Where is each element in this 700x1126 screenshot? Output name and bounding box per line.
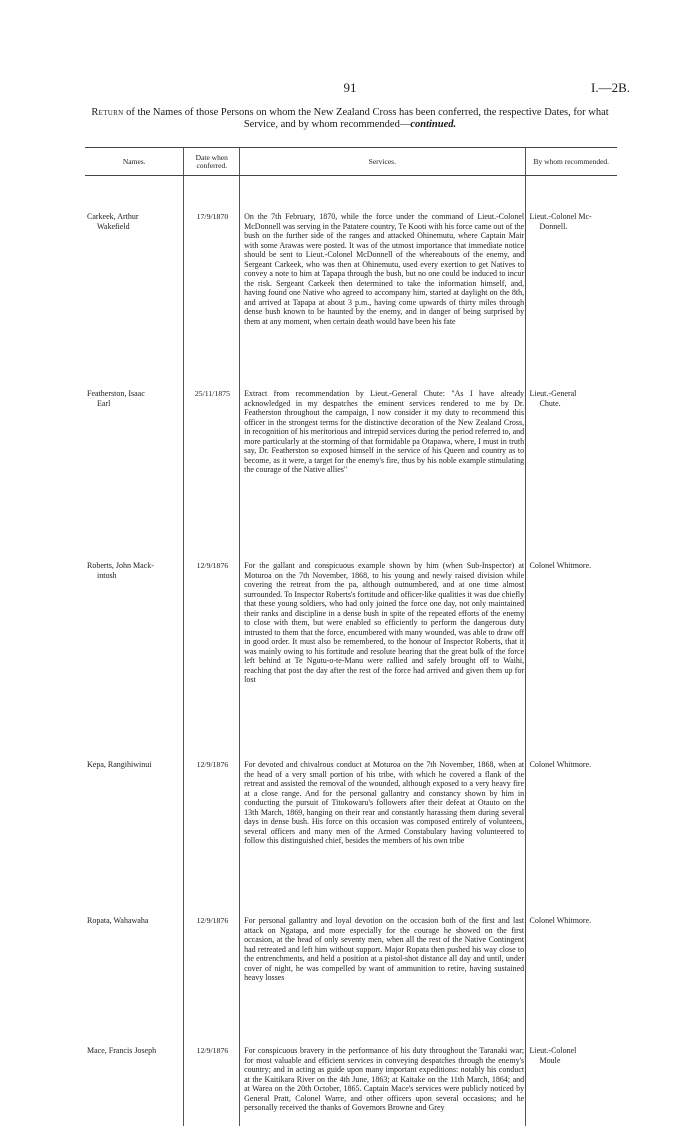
name-line-1: Kepa, Rangihiwinui (87, 760, 152, 769)
title-caps: Return (91, 107, 124, 118)
header-services: Services. (239, 148, 524, 175)
record-service: Extract from recommendation by Lieut.-General Chute: "As I have already acknowledged in my despatches the eminent services rendered to me by Dr. Featherston throughout the campaign, I now consider it my duty to recommend this officer in the strongest terms for the distinctive decoration of the New Zealand Cross, in recognition of his meritorious and intrepid services during the period referred to, and more particularly at the storming of that formidable pa Otapawa, where, I must in truth say, Dr. Featherston so exposed himself in the service of his Queen and country as to become, as it were, a target for the enemy's fire, thus by his noble example stimulating the courage of the Native allies" (244, 389, 525, 474)
record-recommender (530, 1046, 616, 1065)
rec-line-1: Colonel Whitmore. (529, 561, 592, 570)
header-recommended: By whom recommended. (525, 148, 617, 175)
rec-line-2: Chute. (539, 398, 561, 408)
record-name (87, 1046, 183, 1056)
name-line-1: Carkeek, Arthur (87, 212, 139, 221)
record-recommender (530, 212, 616, 231)
table-header (85, 148, 617, 175)
record-service: On the 7th February, 1870, while the force under the command of Lieut.-Colonel McDonnell was serving in the Patatere country, Te Kooti with his force came out of the bush on the further side of the ranges and attacked Ohinemutu, where Captain Mair with some Arawas were posted. It was of the utmost importance that immediate notice should be sent to Lieut.-Colonel McDonnell of the whereabouts of the enemy, and Sergeant Carkeek, who was then at Ohinemutu, used every exertion to get Natives to convey a note to him at Tapapa through the bush, but no one could be induced to incur the risk. Sergeant Carkeek then determined to take the information himself, and, having found one Native who agreed to accompany him, started at daylight on the 8th, and arrived at Tapapa at about 3 p.m., having come upwards of thirty miles through dense bush known to be haunted by the enemy, and in danger of being surprised by them at any moment, when certain death would have been his fate (244, 212, 525, 326)
name-line-2: Wakefield (97, 221, 130, 231)
record-name (87, 916, 183, 926)
services-column (239, 176, 524, 1126)
rec-line-1: Lieut.-Colonel Mc- (529, 212, 592, 221)
name-line-2: Earl (97, 398, 111, 408)
record-service: For the gallant and conspicuous example shown by him (when Sub-Inspector) at Moturoa on the 7th November, 1868, to his young and newly raised division while covering the retreat from the pa, although outnumbered, and at one time almost surrounded. To Inspector Roberts's fortitude and officer-like qualities it was due chiefly that these young soldiers, who had only joined the force one day, not only maintained their ranks and discipline in a dense bush in spite of the repeated efforts of the enemy to close with them, but were enabled so efficiently to perform the dangerous duty intrusted to them that the force, encumbered with many wounded, was able to draw off in good order. It must also be remembered, to the honour of Inspector Roberts, that it was mainly owing to his fortitude and resolute bearing that the great bulk of the force left behind at Te Ngutu-o-te-Manu were rallied and safely brought off to Waihi, reaching that post the day after the rest of the force had arrived and given them up for lost (244, 561, 525, 684)
record-name (87, 212, 183, 231)
title-continued: continued. (410, 119, 457, 130)
record-name (87, 561, 183, 580)
date-column (183, 176, 239, 1126)
rec-line-1: Colonel Whitmore. (529, 760, 592, 769)
record-date: 12/9/1876 (196, 916, 229, 925)
name-line-1: Mace, Francis Joseph (87, 1046, 157, 1055)
rec-line-2: Donnell. (539, 221, 568, 231)
page-number: 91 (343, 80, 357, 95)
return-title (85, 107, 615, 131)
document-reference: I.—2B. (591, 80, 630, 95)
table-body (85, 176, 617, 1126)
name-line-1: Roberts, John Mack- (87, 561, 154, 570)
record-recommender (530, 561, 616, 571)
record-date: 12/9/1876 (196, 561, 229, 570)
record-service: For personal gallantry and loyal devotion on the occasion both of the first and last attack on Ngatapa, and more especially for the courage he showed on the first occasion, at the head of only seventy men, when all the rest of the Native Contingent had retreated and left him without support. Major Ropata then pushed his way close to the entrenchments, and held a position at a pistol-shot distance all day and until, under cover of night, he was compelled by want of ammunition to retire, having sustained heavy losses (244, 916, 525, 982)
name-line-1: Ropata, Wahawaha (87, 916, 149, 925)
record-service: For conspicuous bravery in the performance of his duty throughout the Taranaki war; for most valuable and efficient services in conveying despatches through the enemy's country; and in acting as guide upon many important expeditions: notably his conduct at the Kaitikara River on the 4th June, 1863; at Kaitake on the 11th March, 1864; and at Warea on the 20th October, 1865. Captain Mace's services were publicly noticed by General Pratt, Colonel Warre, and other officers upon several occasions; and he personally received the thanks of Governors Browne and Grey (244, 1046, 525, 1112)
rec-line-1: Lieut.-Colonel (529, 1046, 577, 1055)
record-recommender (530, 916, 616, 926)
recommended-column (525, 176, 617, 1126)
header-date: Date when conferred. (183, 148, 239, 175)
name-line-2: intosh (97, 570, 117, 580)
record-name (87, 760, 183, 770)
record-recommender (530, 389, 616, 408)
record-name (87, 389, 183, 408)
record-date: 17/9/1870 (196, 212, 229, 221)
rec-line-2: Moule (539, 1055, 561, 1065)
title-text: of the Names of those Persons on whom the New Zealand Cross has been conferred, the respective Dates, for what Service, and by whom recommended— (123, 107, 609, 130)
record-service: For devoted and chivalrous conduct at Moturoa on the 7th November, 1868, when at the head of a very small portion of his tribe, with which he covered a flank of the retreat and assisted the removal of the wounded, although exposed to a very heavy fire at a close range. And for the personal gallantry and constancy shown by him in conducting the pursuit of Titokowaru's followers after their defeat at Otauto on the 13th March, 1869, hanging on their rear and constantly harassing them during several days in dense bush. His force on this occasion was composed entirely of volunteers, several officers and many men of the Armed Constabulary having volunteered to follow this distinguished chief, besides the members of his own tribe (244, 760, 525, 845)
rec-line-1: Colonel Whitmore. (529, 916, 592, 925)
record-date: 12/9/1876 (196, 760, 229, 769)
record-date: 12/9/1876 (196, 1046, 229, 1055)
record-date: 25/11/1875 (194, 389, 231, 398)
record-recommender (530, 760, 616, 770)
name-line-1: Featherston, Isaac (87, 389, 145, 398)
cross-recipients-table (85, 147, 617, 1126)
header-names: Names. (122, 156, 146, 166)
rec-line-1: Lieut.-General (529, 389, 577, 398)
names-column (85, 176, 183, 1126)
